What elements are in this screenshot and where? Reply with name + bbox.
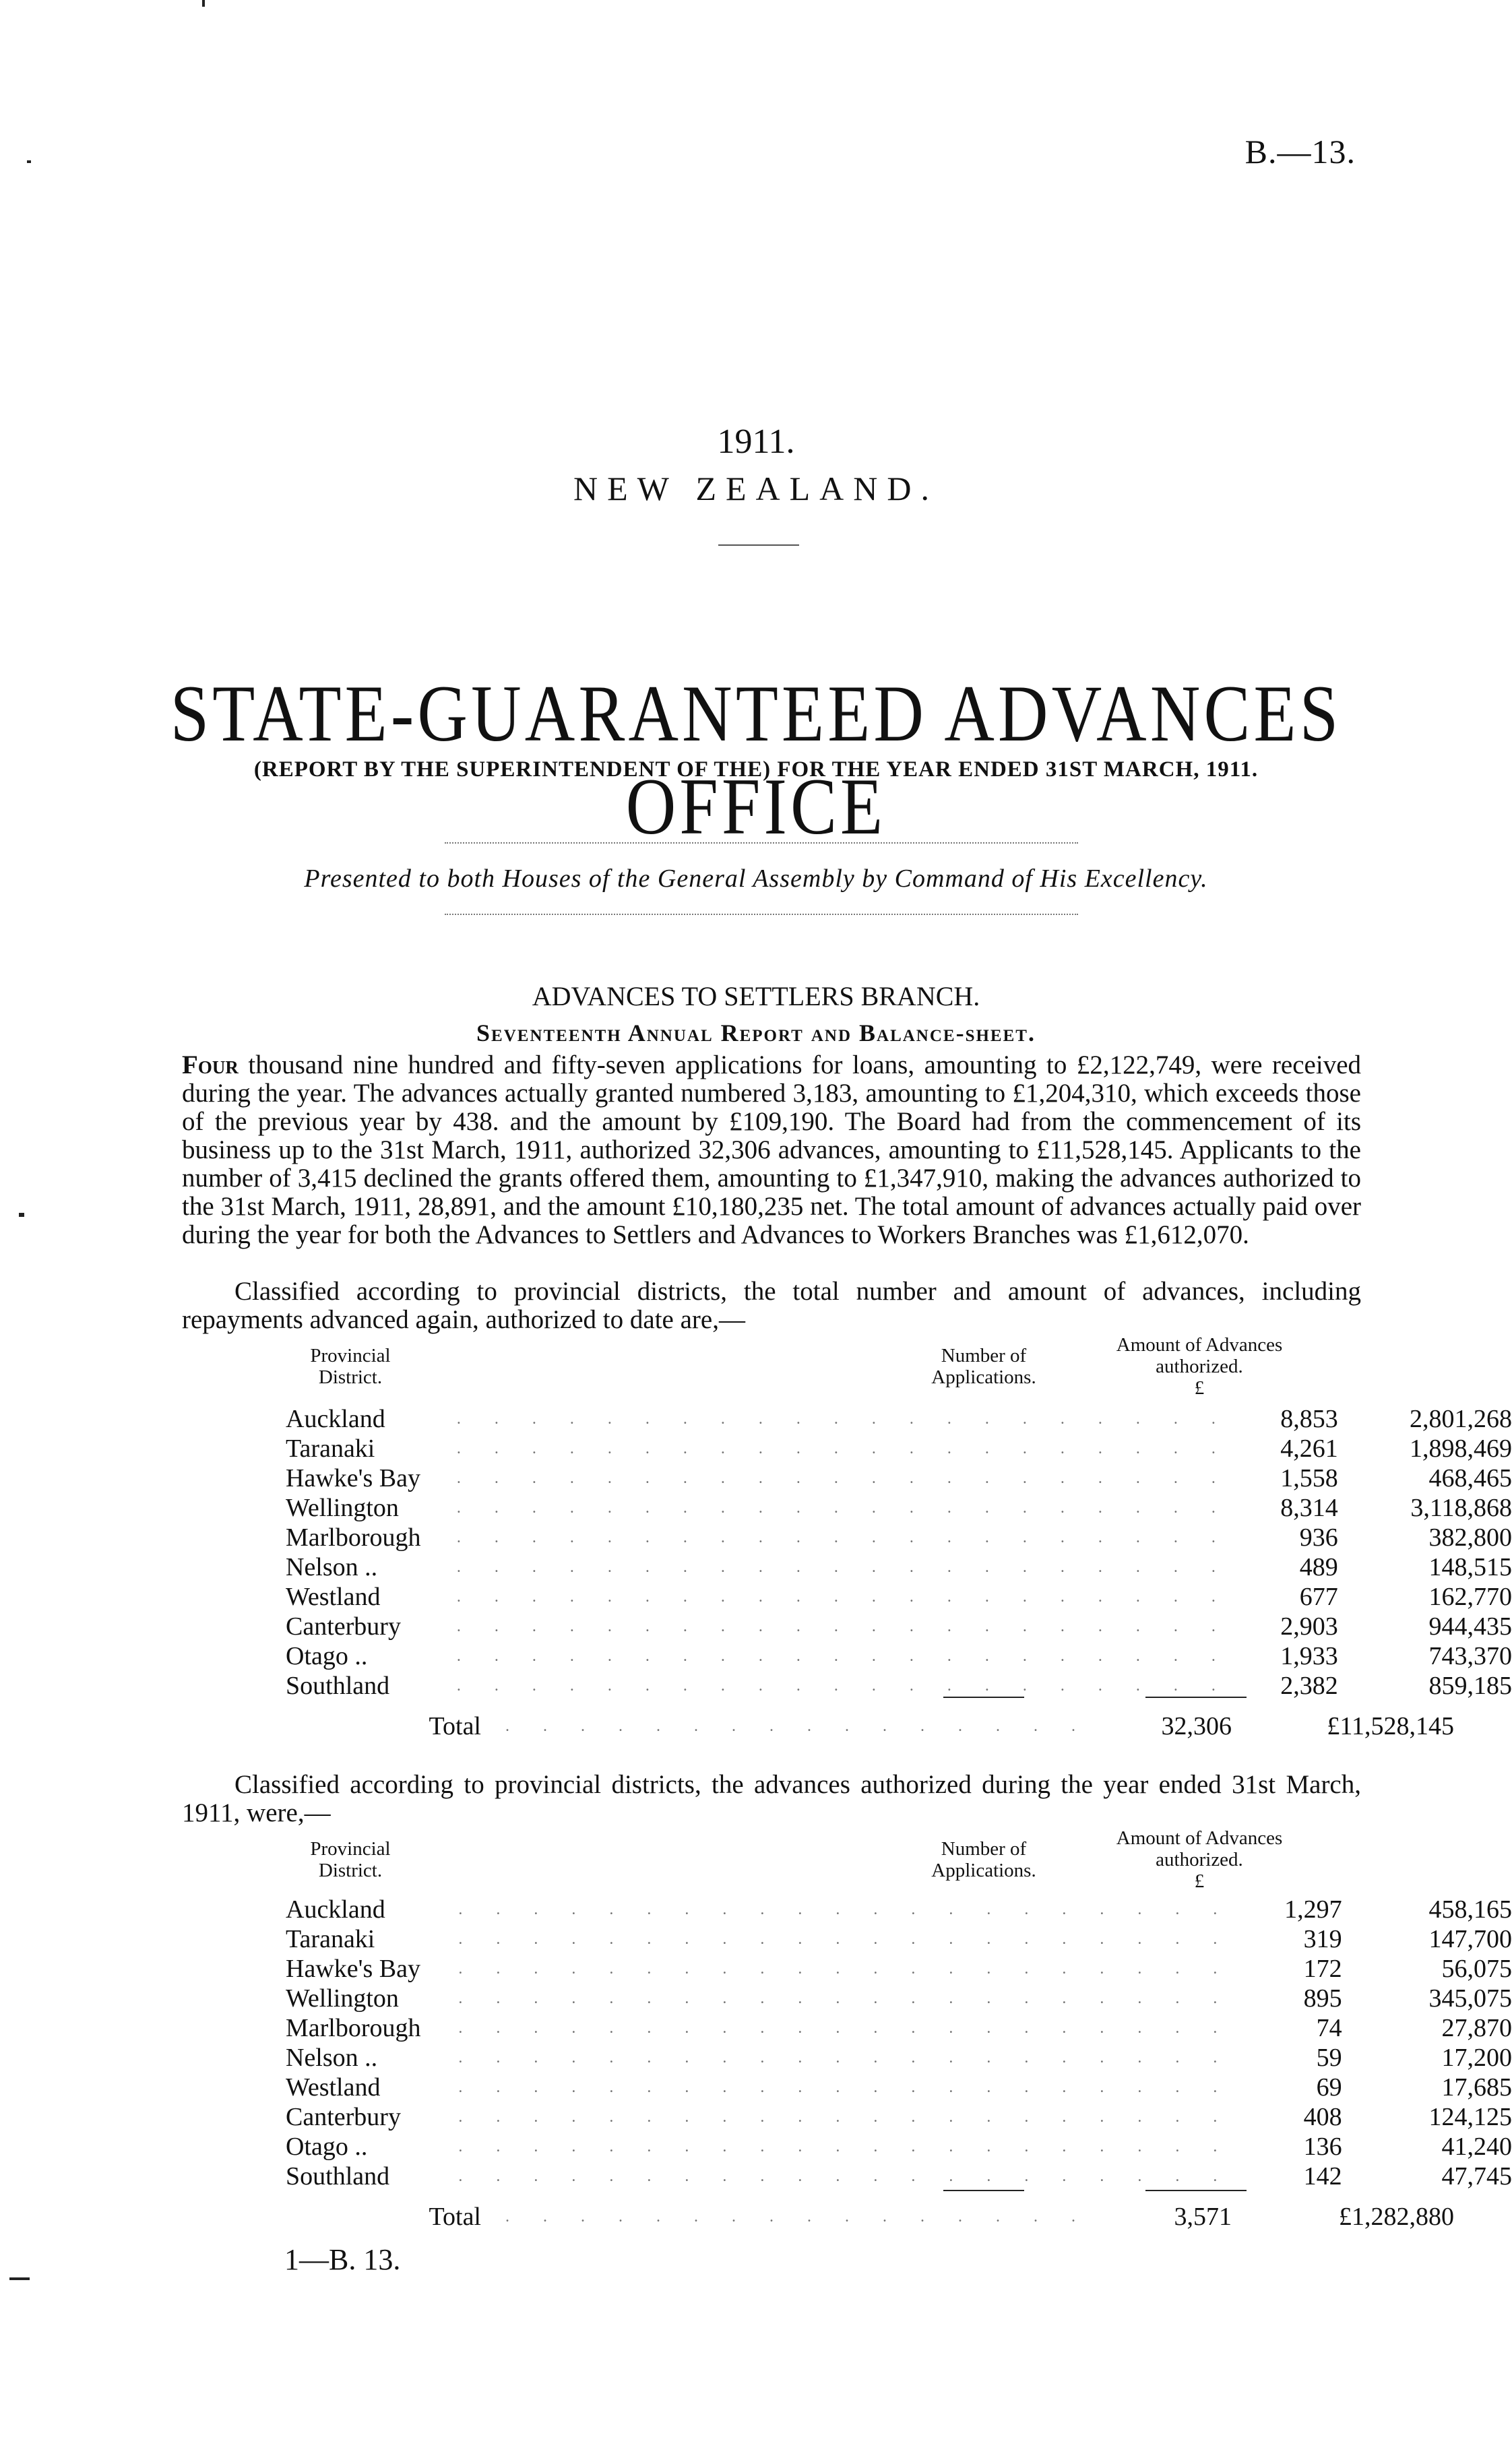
leader-dots: . . . . . . . . . . . . . . . . . . . . . <box>458 2019 1232 2037</box>
leader-dots: . . . . . . . . . . . . . . . . . . . . . <box>456 1528 1230 1546</box>
presented-line: Presented to both Houses of the General Assembly by Command of His Excellency. <box>304 864 1208 893</box>
table-row <box>286 2132 1512 2162</box>
amount-cell: 162,770 <box>1428 1583 1512 1611</box>
currency-unit: £ <box>1194 1870 1205 1892</box>
divider <box>445 842 1078 844</box>
header-line: Amount of Advances <box>1116 1334 1283 1356</box>
paragraph-text: thousand nine hundred and fifty-seven applications for loans, amounting to £2,122,749, were received during the year. The advances actually granted numbered 3,183, amounting to £1,204,310, which exceeds those of the previous year by 438. and the amount by £109,190. The Board had from the commencement of its business up to the 31st March, 1911, authorized 32,306 advances, amounting to £11,528,145. Applicants to the number of 3,415 declined the grants offered them, amounting to £1,347,910, making the advances authorized to the 31st March, 1911, 28,891, and the amount £10,180,235 net. The total amount of advances actually paid over during the year for both the Advances to Settlers and Advances to Workers Branches was £1,612,070. <box>182 1050 1362 1249</box>
number-cell: 142 <box>1303 2162 1342 2191</box>
header-line: Applications. <box>931 1366 1036 1388</box>
district-cell: Hawke's Bay <box>286 1955 420 1983</box>
leader-dots: . . . . . . . . . . . . . . . . . . . . . <box>458 1900 1232 1918</box>
year-classification-paragraph: Classified according to provincial districts, the advances authorized during the year ended 31st March, 1911, were,— <box>182 1770 1361 1827</box>
leader-dots: . . . . . . . . . . . . . . . . . . . . . <box>456 1617 1230 1635</box>
number-cell: 936 <box>1299 1523 1338 1552</box>
district-cell: Westland <box>286 1583 381 1611</box>
table2-total <box>286 2202 1454 2232</box>
total-label: Total <box>429 2203 481 2231</box>
amount-cell: 1,898,469 <box>1410 1435 1512 1463</box>
leader-dots: . . . . . . . . . . . . . . . . . . . . . <box>456 1410 1230 1428</box>
number-cell: 8,314 <box>1280 1494 1338 1522</box>
number-cell: 2,903 <box>1280 1612 1338 1641</box>
divider <box>445 914 1078 915</box>
table-row <box>286 1641 1512 1671</box>
leader-dots: . . . . . . . . . . . . . . . . . . . . . <box>456 1676 1230 1695</box>
number-cell: 319 <box>1303 1925 1342 1953</box>
total-number: 3,571 <box>1174 2203 1232 2231</box>
amount-cell: 56,075 <box>1441 1955 1512 1983</box>
amount-cell: 27,870 <box>1441 2014 1512 2042</box>
number-cell: 489 <box>1299 1553 1338 1581</box>
number-cell: 172 <box>1303 1955 1342 1983</box>
amount-cell: 17,685 <box>1441 2073 1512 2102</box>
leader-dots: . . . . . . . . . . . . . . . . . . . . . <box>456 1499 1230 1517</box>
table-row <box>286 1523 1512 1552</box>
leader-dots: . . . . . . . . . . . . . . . . . . . . . <box>458 2137 1232 2155</box>
district-cell: Westland <box>286 2073 381 2102</box>
district-cell: Wellington <box>286 1984 399 2013</box>
table-row <box>286 1582 1512 1612</box>
district-cell: Canterbury <box>286 1612 401 1641</box>
leader-dots: . . . . . . . . . . . . . . . . . . . . . <box>458 2048 1232 2067</box>
header-line: authorized. <box>1156 1849 1243 1870</box>
total-label: Total <box>429 1712 481 1740</box>
number-cell: 8,853 <box>1280 1405 1338 1433</box>
margin-speck <box>9 2277 30 2280</box>
page-title: STATE-GUARANTEED ADVANCES OFFICE <box>170 668 1342 851</box>
report-subtitle: (REPORT BY THE SUPERINTENDENT OF THE) FOR THE YEAR ENDED 31ST MARCH, 1911. <box>253 757 1259 782</box>
table1-number-header <box>903 1345 1065 1388</box>
table-row <box>286 1463 1512 1493</box>
district-cell: Marlborough <box>286 2014 421 2042</box>
number-cell: 1,297 <box>1284 1895 1342 1924</box>
district-cell: Hawke's Bay <box>286 1464 420 1492</box>
margin-speck <box>19 1213 24 1217</box>
total-number: 32,306 <box>1161 1712 1232 1740</box>
table-row <box>286 1404 1512 1434</box>
leader-dots: . . . . . . . . . . . . . . . . . . . . . <box>458 2078 1232 2096</box>
leader-dots: . . . . . . . . . . . . . . . . . . . . . <box>456 1469 1230 1487</box>
number-cell: 1,558 <box>1280 1464 1338 1492</box>
currency-unit: £ <box>1194 1377 1205 1399</box>
total-amount: £1,282,880 <box>1339 2203 1454 2231</box>
margin-speck <box>27 160 31 163</box>
table-row <box>286 2102 1512 2132</box>
table-row <box>286 2013 1512 2043</box>
number-cell: 136 <box>1303 2133 1342 2161</box>
district-cell: Nelson .. <box>286 1553 378 1581</box>
table-row <box>286 2073 1512 2102</box>
table2-district-header <box>290 1838 411 1881</box>
classification-paragraph: Classified according to provincial districts, the total number and amount of advances, including repayments advanced again, authorized to date are,— <box>182 1277 1361 1334</box>
table-row <box>286 1434 1512 1463</box>
district-cell: Taranaki <box>286 1435 375 1463</box>
margin-speck <box>202 0 205 7</box>
district-cell: Auckland <box>286 1405 385 1433</box>
total-rule <box>943 1697 1024 1698</box>
district-cell: Taranaki <box>286 1925 375 1953</box>
table1-total <box>286 1711 1454 1741</box>
number-cell: 2,382 <box>1280 1672 1338 1700</box>
leader-dots: . . . . . . . . . . . . . . . . . . . . . <box>458 1930 1232 1948</box>
district-cell: Wellington <box>286 1494 399 1522</box>
number-cell: 69 <box>1316 2073 1342 2102</box>
header-line: Provincial <box>310 1345 391 1366</box>
total-rule <box>1145 2190 1247 2191</box>
table-row <box>286 1895 1512 1924</box>
branch-heading: ADVANCES TO SETTLERS BRANCH. <box>532 981 980 1011</box>
district-cell: Southland <box>286 2162 390 2191</box>
amount-cell: 743,370 <box>1428 1642 1512 1670</box>
district-cell: Marlborough <box>286 1523 421 1552</box>
total-amount: £11,528,145 <box>1327 1712 1454 1740</box>
district-cell: Southland <box>286 1672 390 1700</box>
district-cell: Nelson .. <box>286 2044 378 2072</box>
country-name: NEW ZEALAND. <box>573 470 939 507</box>
table-row <box>286 1984 1512 2013</box>
amount-cell: 3,118,868 <box>1410 1494 1512 1522</box>
intro-paragraph <box>182 1051 1361 1249</box>
district-cell: Canterbury <box>286 2103 401 2131</box>
amount-cell: 2,801,268 <box>1410 1405 1512 1433</box>
document-year: 1911. <box>717 422 795 461</box>
table-row <box>286 1612 1512 1641</box>
table-row <box>286 1924 1512 1954</box>
number-cell: 408 <box>1303 2103 1342 2131</box>
number-cell: 59 <box>1316 2044 1342 2072</box>
table1-amount-header <box>1085 1334 1314 1399</box>
paragraph-lead-word: Four <box>182 1050 239 1079</box>
header-line: authorized. <box>1156 1356 1243 1377</box>
number-cell: 1,933 <box>1280 1642 1338 1670</box>
number-cell: 677 <box>1299 1583 1338 1611</box>
amount-cell: 47,745 <box>1441 2162 1512 2191</box>
amount-cell: 41,240 <box>1441 2133 1512 2161</box>
leader-dots: . . . . . . . . . . . . . . . . . . . . . <box>456 1587 1230 1606</box>
total-row <box>286 2202 1454 2232</box>
number-cell: 895 <box>1303 1984 1342 2013</box>
district-cell: Otago .. <box>286 2133 368 2161</box>
district-cell: Auckland <box>286 1895 385 1924</box>
table-row <box>286 1552 1512 1582</box>
table-row <box>286 2043 1512 2073</box>
number-cell: 74 <box>1316 2014 1342 2042</box>
table2-districts <box>286 1895 1512 2191</box>
leader-dots: . . . . . . . . . . . . . . . . . . . . . <box>458 2167 1232 2185</box>
table-row <box>286 1493 1512 1523</box>
table1-district-header <box>290 1345 411 1388</box>
number-cell: 4,261 <box>1280 1435 1338 1463</box>
amount-cell: 859,185 <box>1428 1672 1512 1700</box>
amount-cell: 148,515 <box>1428 1553 1512 1581</box>
amount-cell: 468,465 <box>1428 1464 1512 1492</box>
leader-dots: . . . . . . . . . . . . . . . . <box>505 2207 1090 2226</box>
leader-dots: . . . . . . . . . . . . . . . . . . . . . <box>458 1959 1232 1978</box>
page-reference: B.—13. <box>1245 133 1356 170</box>
amount-cell: 124,125 <box>1428 2103 1512 2131</box>
header-line: Amount of Advances <box>1116 1827 1283 1849</box>
table-row <box>286 2162 1512 2191</box>
leader-dots: . . . . . . . . . . . . . . . . . . . . . <box>456 1439 1230 1457</box>
leader-dots: . . . . . . . . . . . . . . . . . . . . . <box>458 2108 1232 2126</box>
page-signature: 1—B. 13. <box>284 2243 401 2276</box>
amount-cell: 17,200 <box>1441 2044 1512 2072</box>
header-line: District. <box>318 1860 383 1881</box>
total-rule <box>943 2190 1024 2191</box>
leader-dots: . . . . . . . . . . . . . . . . . . . . . <box>458 1989 1232 2007</box>
header-line: Applications. <box>931 1860 1036 1881</box>
header-line: District. <box>318 1366 383 1388</box>
table1-districts <box>286 1404 1512 1701</box>
amount-cell: 944,435 <box>1428 1612 1512 1641</box>
divider <box>718 544 799 546</box>
header-line: Provincial <box>310 1838 391 1860</box>
district-cell: Otago .. <box>286 1642 368 1670</box>
table-row <box>286 1671 1512 1701</box>
leader-dots: . . . . . . . . . . . . . . . . . . . . . <box>456 1558 1230 1576</box>
table2-number-header <box>903 1838 1065 1881</box>
header-line: Number of <box>941 1838 1027 1860</box>
amount-cell: 382,800 <box>1428 1523 1512 1552</box>
report-heading-text: Seventeenth Annual Report and Balance-sheet. <box>476 1019 1036 1046</box>
amount-cell: 147,700 <box>1428 1925 1512 1953</box>
amount-cell: 458,165 <box>1428 1895 1512 1924</box>
total-row <box>286 1711 1454 1741</box>
total-rule <box>1145 1697 1247 1698</box>
leader-dots: . . . . . . . . . . . . . . . . . . . . . <box>456 1647 1230 1665</box>
header-line: Number of <box>941 1345 1027 1366</box>
report-heading <box>0 1019 1512 1047</box>
leader-dots: . . . . . . . . . . . . . . . . <box>505 1717 1090 1735</box>
table2-amount-header <box>1085 1827 1314 1892</box>
table-row <box>286 1954 1512 1984</box>
amount-cell: 345,075 <box>1428 1984 1512 2013</box>
